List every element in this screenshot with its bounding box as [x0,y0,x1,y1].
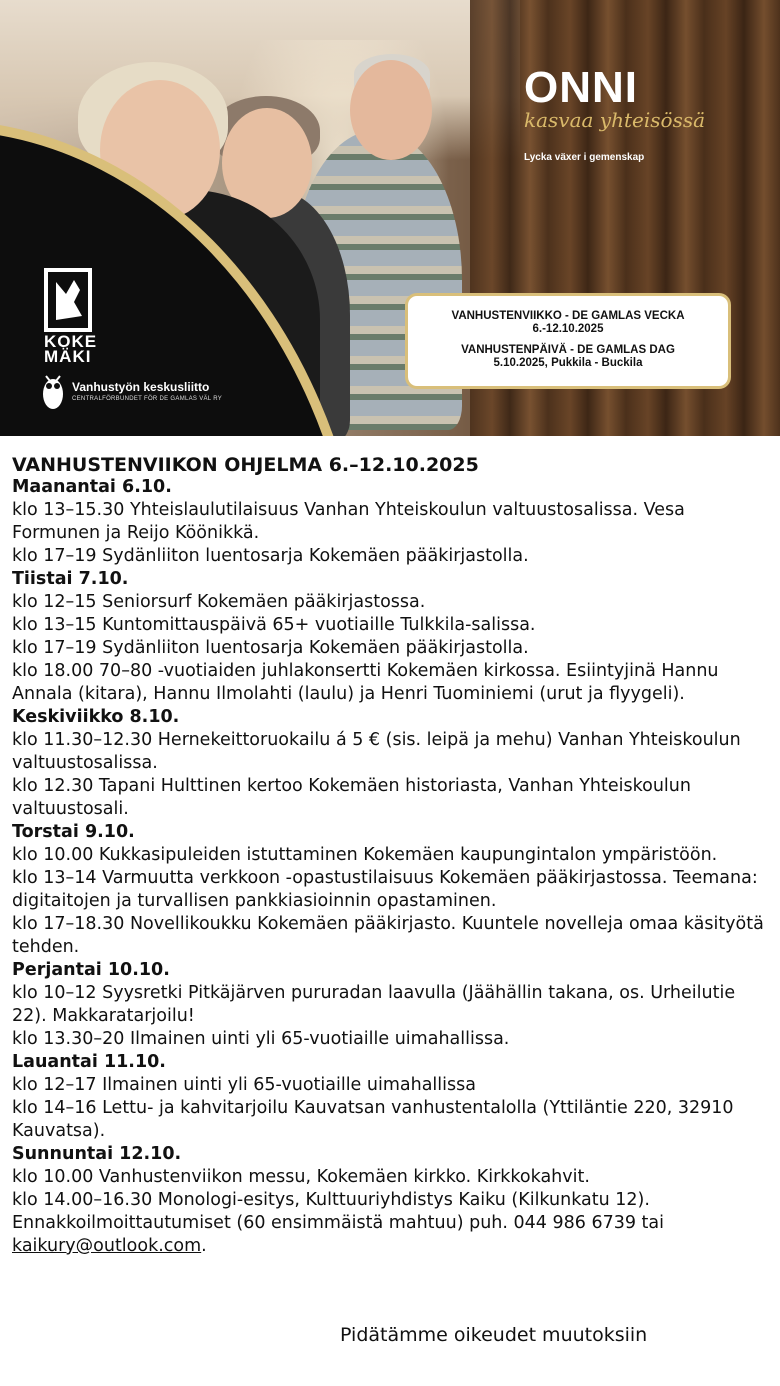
day-title: Lauantai 11.10. [12,1052,166,1072]
program-content [0,436,780,1258]
program-line: klo 12.30 Tapani Hulttinen kertoo Kokemäen historiasta, Vanhan Yhteiskoulun valtuustosali. [12,776,691,819]
day-title: Keskiviikko 8.10. [12,707,180,727]
box-line-1: VANHUSTENVIIKKO - DE GAMLAS VECKA [451,310,685,322]
onni-title: ONNI [524,63,638,112]
program-heading: VANHUSTENVIIKON OHJELMA 6.–12.10.2025 [12,454,479,476]
header-banner [0,0,780,436]
owl-logo-icon [42,372,64,410]
tagline-finnish: kasvaa yhteisössä [524,108,706,132]
tagline-swedish: Lycka växer i gemenskap [524,152,645,163]
day-title: Torstai 9.10. [12,822,135,842]
program-line: klo 17–19 Sydänliiton luentosarja Kokemäen pääkirjastolla. [12,638,529,658]
footer-note: Pidätämme oikeudet muutoksiin [340,1324,648,1346]
email-link[interactable]: kaikury@outlook.com [12,1236,202,1256]
day-title: Maanantai 6.10. [12,477,172,497]
program-line: klo 13.30–20 Ilmainen uinti yli 65-vuotiaille uimahallissa. [12,1029,510,1049]
kokemaki-logo-icon [44,268,92,332]
program-line: klo 17–18.30 Novellikoukku Kokemäen pääkirjasto. Kuuntele novelleja omaa käsityötä tehden. [12,914,764,957]
program-line: klo 14–16 Lettu- ja kahvitarjoilu Kauvatsan vanhustentalolla (Yttiläntie 220, 32910 Kauvatsa). [12,1098,734,1141]
org-name: Vanhustyön keskusliitto [72,380,210,394]
program-line-with-email [12,1189,768,1258]
program-line: klo 18.00 70–80 -vuotiaiden juhlakonsertti Kokemäen kirkossa. Esiintyjinä Hannu Annala (kitara), Hannu Ilmolahti (laulu) ja Henri Tuominiemi (urut ja flyygeli). [12,661,719,704]
program-line: klo 10–12 Syysretki Pitkäjärven pururadan laavulla (Jäähällin takana, os. Urheilutie 22). Makkaratarjoilu! [12,983,736,1026]
man-head [350,60,432,160]
program-line: klo 13–14 Varmuutta verkkoon -opastustilaisuus Kokemäen pääkirjastossa. Teemana: digitaitojen ja turvallisen pankkiasioinnin opastaminen. [12,868,758,911]
program-line: klo 12–15 Seniorsurf Kokemäen pääkirjastossa. [12,592,426,612]
program-line: klo 10.00 Vanhustenviikon messu, Kokemäen kirkko. Kirkkokahvit. [12,1167,590,1187]
program-line: klo 12–17 Ilmainen uinti yli 65-vuotiaille uimahallissa [12,1075,476,1095]
email-period: . [201,1236,207,1256]
day-title: Tiistai 7.10. [12,569,129,589]
program-line: klo 13–15.30 Yhteislaulutilaisuus Vanhan Yhteiskoulun valtuustosalissa. Vesa Formunen ja Reijo Köönikkä. [12,500,685,543]
program-line: klo 17–19 Sydänliiton luentosarja Kokemäen pääkirjastolla. [12,546,529,566]
program-line: klo 10.00 Kukkasipuleiden istuttaminen Kokemäen kaupungintalon ympäristöön. [12,845,718,865]
program-line: klo 11.30–12.30 Hernekeittoruokailu á 5 € (sis. leipä ja mehu) Vanhan Yhteiskoulun valtuustosalissa. [12,730,741,773]
day-title: Perjantai 10.10. [12,960,170,980]
program-line-text: klo 14.00–16.30 Monologi-esitys, Kulttuuriyhdistys Kaiku (Kilkunkatu 12). Ennakkoilmoittautumiset (60 ensimmäistä mahtuu) puh. 044 986 6739 tai [12,1190,664,1233]
box-line-2: 6.-12.10.2025 [532,323,604,335]
program-line: klo 13–15 Kuntomittauspäivä 65+ vuotiaille Tulkkila-salissa. [12,615,536,635]
kokemaki-logo-text: KOKE MÄKI [44,332,98,366]
org-subtitle: CENTRALFÖRBUNDET FÖR DE GAMLAS VÄL RY [72,396,223,402]
day-title: Sunnuntai 12.10. [12,1144,182,1164]
event-dates-box [405,293,731,389]
box-line-4: 5.10.2025, Pukkila - Buckila [493,357,643,369]
box-line-3: VANHUSTENPÄIVÄ - DE GAMLAS DAG [461,344,675,356]
